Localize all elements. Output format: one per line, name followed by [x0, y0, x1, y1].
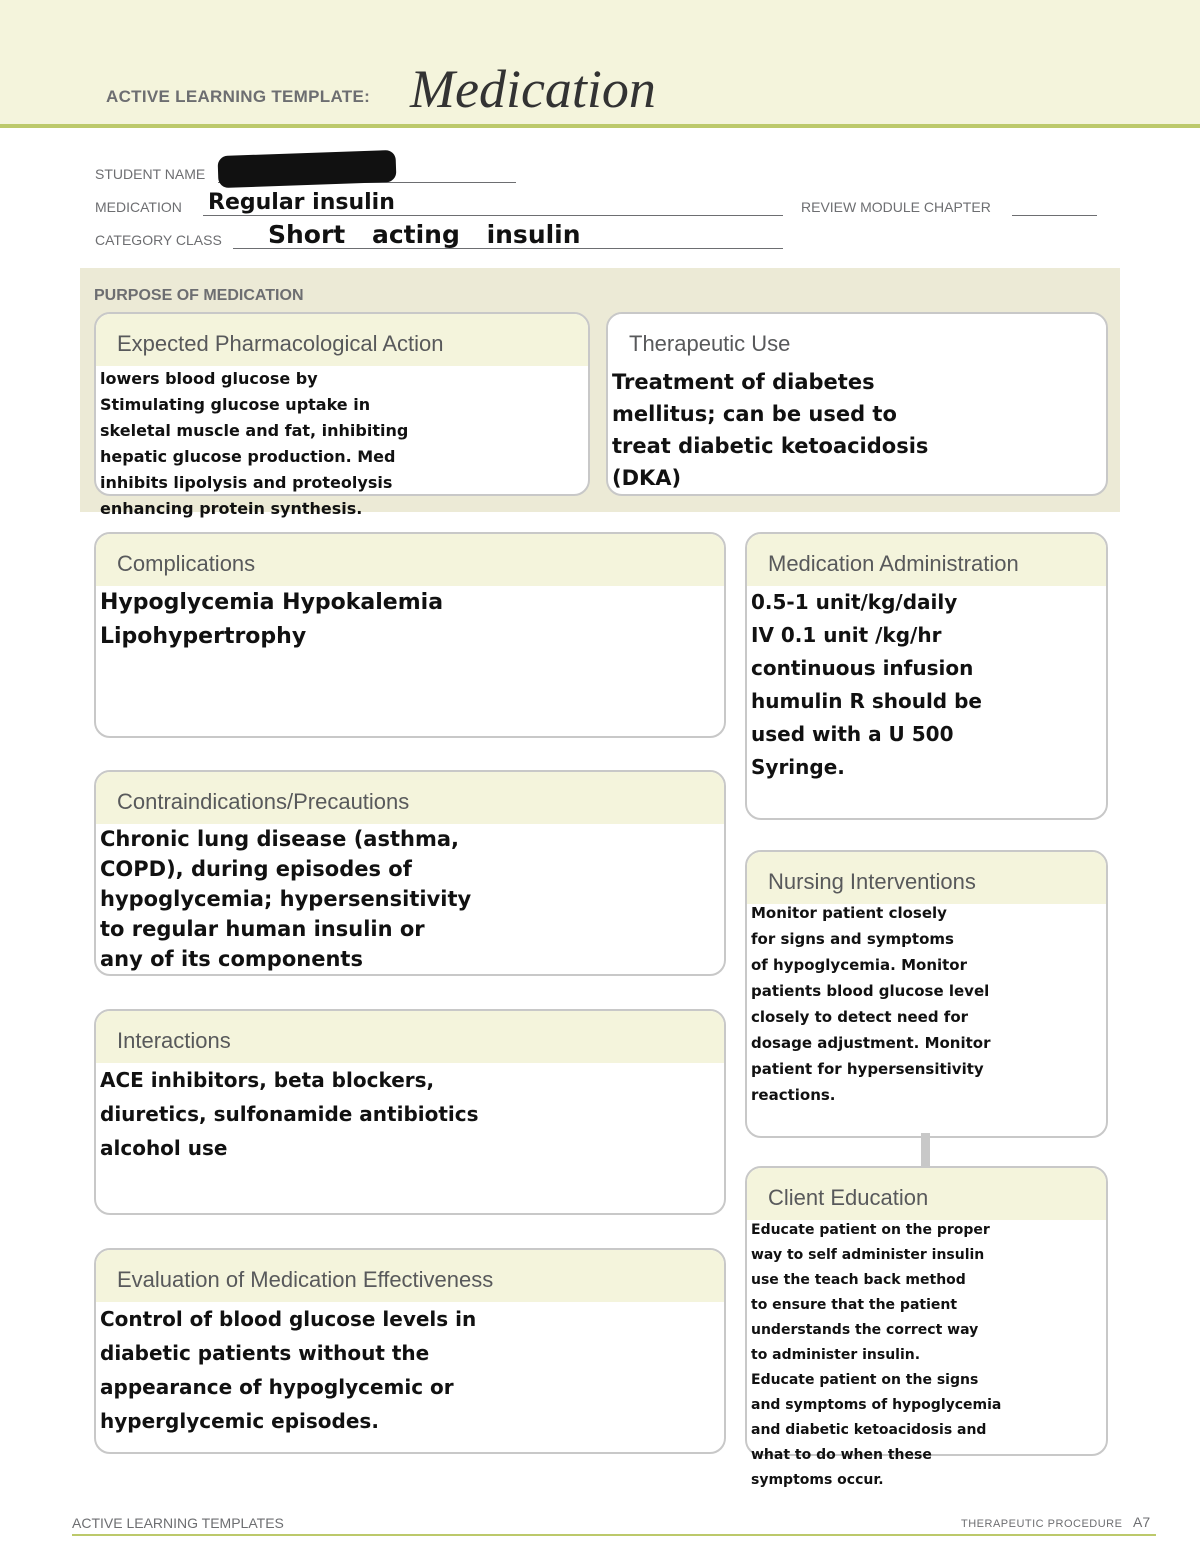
handwritten-line: hypoglycemia; hypersensitivity	[100, 887, 472, 911]
handwritten-line: (DKA)	[612, 466, 682, 490]
interactions-text	[100, 1063, 734, 1165]
expected-action-text	[100, 366, 598, 522]
handwritten-line: patients blood glucose level	[751, 982, 990, 1000]
handwritten-line: skeletal muscle and fat, inhibiting	[100, 421, 409, 440]
handwritten-line: to regular human insulin or	[100, 917, 425, 941]
review-module-line	[1012, 215, 1097, 216]
handwritten-line: humulin R should be	[751, 689, 982, 713]
student-name-label: STUDENT NAME	[95, 166, 206, 182]
nursing-interventions-box	[745, 850, 1108, 1138]
therapeutic-use-box	[606, 312, 1108, 496]
nursing-interventions-title: Nursing Interventions	[747, 852, 1106, 904]
client-education-box	[745, 1166, 1108, 1488]
contraindications-box	[94, 770, 726, 976]
handwritten-line: COPD), during episodes of	[100, 857, 412, 881]
handwritten-line: appearance of hypoglycemic or	[100, 1375, 454, 1399]
therapeutic-use-title: Therapeutic Use	[608, 314, 1106, 366]
handwritten-line: ACE inhibitors, beta blockers,	[100, 1068, 435, 1092]
handwritten-line: treat diabetic ketoacidosis	[612, 434, 929, 458]
handwritten-line: Chronic lung disease (asthma,	[100, 827, 459, 851]
template-title: Medication	[410, 59, 656, 119]
interactions-title: Interactions	[96, 1011, 724, 1063]
interactions-box	[94, 1009, 726, 1215]
handwritten-line: hepatic glucose production. Med	[100, 447, 396, 466]
footer-left: ACTIVE LEARNING TEMPLATES	[72, 1515, 284, 1531]
handwritten-line: dosage adjustment. Monitor	[751, 1034, 991, 1052]
therapeutic-use-text	[612, 366, 1116, 494]
medication-value: Regular insulin	[208, 190, 395, 215]
handwritten-line: lowers blood glucose by	[100, 369, 318, 388]
client-education-title: Client Education	[747, 1168, 1106, 1220]
complications-title: Complications	[96, 534, 724, 586]
handwritten-line: Control of blood glucose levels in	[100, 1307, 477, 1331]
handwritten-line: of hypoglycemia. Monitor	[751, 956, 968, 974]
handwritten-line: diabetic patients without the	[100, 1341, 430, 1365]
contraindications-text	[100, 824, 734, 974]
handwritten-line: IV 0.1 unit /kg/hr	[751, 623, 942, 647]
handwritten-line: to administer insulin.	[751, 1347, 921, 1363]
client-education-text	[751, 1218, 1116, 1493]
medication-administration-box	[745, 532, 1108, 820]
nursing-interventions-text	[751, 900, 1116, 1108]
box-connector	[921, 1133, 930, 1167]
handwritten-line: to ensure that the patient	[751, 1297, 958, 1313]
handwritten-line: any of its components	[100, 947, 363, 971]
handwritten-line: patient for hypersensitivity	[751, 1060, 984, 1078]
handwritten-line: Monitor patient closely	[751, 904, 947, 922]
handwritten-line: Stimulating glucose uptake in	[100, 395, 371, 414]
handwritten-line: mellitus; can be used to	[612, 402, 897, 426]
handwritten-line: for signs and symptoms	[751, 930, 954, 948]
footer-page: A7	[1133, 1514, 1151, 1530]
expected-action-title: Expected Pharmacological Action	[96, 314, 588, 366]
handwritten-line: hyperglycemic episodes.	[100, 1409, 379, 1433]
evaluation-box	[94, 1248, 726, 1454]
medication-label: MEDICATION	[95, 199, 182, 215]
evaluation-text	[100, 1302, 734, 1438]
handwritten-line: what to do when these	[751, 1447, 932, 1463]
footer-divider	[72, 1534, 1156, 1536]
handwritten-line: way to self administer insulin	[751, 1247, 985, 1263]
purpose-label: PURPOSE OF MEDICATION	[94, 287, 304, 304]
handwritten-line: Lipohypertrophy	[100, 624, 307, 649]
handwritten-line: inhibits lipolysis and proteolysis	[100, 473, 393, 492]
handwritten-line: 0.5-1 unit/kg/daily	[751, 590, 958, 614]
handwritten-line: symptoms occur.	[751, 1472, 884, 1488]
medication-administration-title: Medication Administration	[747, 534, 1106, 586]
handwritten-line: Syringe.	[751, 755, 845, 779]
handwritten-line: use the teach back method	[751, 1272, 966, 1288]
category-class-value: Short acting insulin	[268, 220, 581, 249]
handwritten-line: enhancing protein synthesis.	[100, 499, 363, 518]
handwritten-line: reactions.	[751, 1086, 836, 1104]
expected-action-box	[94, 312, 590, 518]
handwritten-line: diuretics, sulfonamide antibiotics	[100, 1102, 479, 1126]
redaction-scribble	[217, 150, 396, 188]
complications-text	[100, 586, 734, 654]
category-class-label: CATEGORY CLASS	[95, 232, 222, 248]
handwritten-line: Treatment of diabetes	[612, 370, 875, 394]
header-divider	[0, 124, 1200, 128]
medication-line	[203, 215, 783, 216]
handwritten-line: used with a U 500	[751, 722, 954, 746]
handwritten-line: closely to detect need for	[751, 1008, 969, 1026]
handwritten-line: Educate patient on the proper	[751, 1222, 990, 1238]
contraindications-title: Contraindications/Precautions	[96, 772, 724, 824]
footer-right: THERAPEUTIC PROCEDURE	[961, 1518, 1123, 1530]
handwritten-line: and diabetic ketoacidosis and	[751, 1422, 987, 1438]
handwritten-line: and symptoms of hypoglycemia	[751, 1397, 1002, 1413]
handwritten-line: understands the correct way	[751, 1322, 979, 1338]
handwritten-line: continuous infusion	[751, 656, 974, 680]
handwritten-line: Educate patient on the signs	[751, 1372, 979, 1388]
template-label: ACTIVE LEARNING TEMPLATE:	[106, 87, 371, 106]
handwritten-line: alcohol use	[100, 1136, 228, 1160]
handwritten-line: Hypoglycemia Hypokalemia	[100, 590, 444, 615]
review-module-label: REVIEW MODULE CHAPTER	[801, 199, 991, 215]
complications-box	[94, 532, 726, 738]
medication-administration-text	[751, 586, 1116, 784]
evaluation-title: Evaluation of Medication Effectiveness	[96, 1250, 724, 1302]
